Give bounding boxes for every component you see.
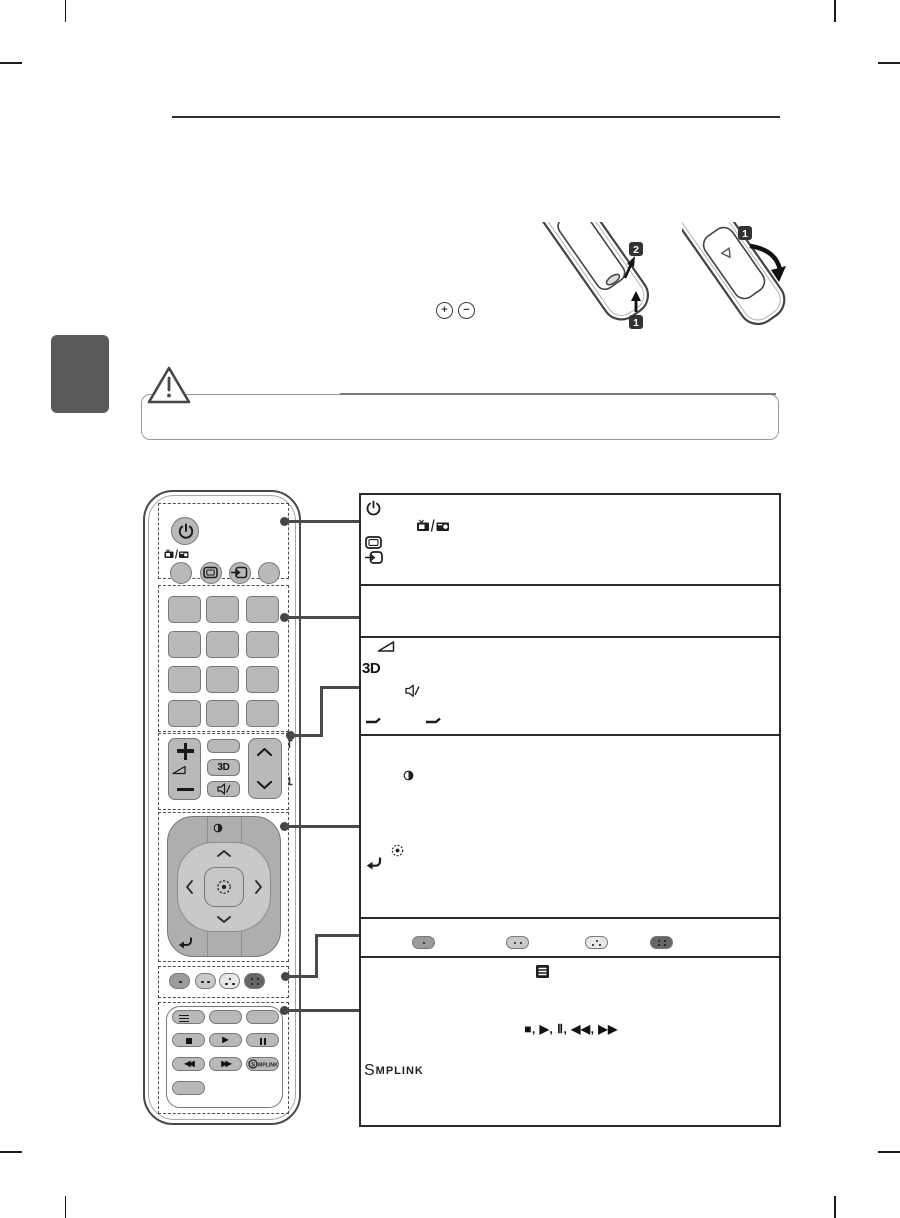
settings-button [172,1010,205,1024]
yellow-button [219,973,240,989]
play-button: ▶ [209,1033,242,1047]
digit-button-1 [168,596,201,623]
chapter-side-tab [51,335,109,413]
info-icon [403,770,414,781]
green-button-icon [506,936,529,949]
list-icon [535,964,550,979]
input-icon [365,551,383,564]
red-button [169,973,190,989]
crop-mark-top-left-h [0,62,22,64]
channel-rocker [248,738,282,799]
simplink-wordmark: MPLINK [375,1065,424,1077]
digit-button-0 [206,700,239,727]
exit-button [246,1010,279,1024]
menu-icon [179,1015,189,1024]
back-icon [178,936,193,949]
blue-button [244,973,265,989]
tv-rad-button [170,562,192,584]
digit-button-9 [246,666,279,693]
3d-button: 3D [207,759,240,776]
page-up-glyph [365,716,381,724]
ratio-icon [365,536,382,549]
digit-button-8 [206,666,239,693]
svg-text:S: S [250,1062,256,1069]
page-mark-top [288,739,294,749]
mute-icon [405,684,420,698]
step-1-label: 1 [742,228,748,240]
ok-icon [216,879,232,895]
callout-line-6 [285,1009,359,1012]
simplink-circle-s: S [364,1062,375,1079]
rewind-button: ◀◀ [172,1057,205,1071]
media-control-sequence: ■, ▶, Ⅱ, ◀◀, ▶▶ [524,1022,618,1036]
ad-button [172,1081,205,1095]
3d-icon: 3D [362,660,381,677]
volume-down-minus [177,788,194,792]
step-2-label: 2 [633,244,639,256]
info-icon [213,823,223,833]
volume-rocker [168,738,201,800]
nav-right-icon [254,879,263,895]
power-icon [172,518,200,546]
ok-button [204,867,244,907]
tv-rad-icon [416,519,450,532]
pause-button [246,1033,279,1047]
fast-forward-button: ▶▶ [209,1057,242,1071]
crop-mark-bottom-left-v [65,1196,67,1218]
yellow-button-icon [585,936,608,949]
warning-icon [146,364,192,406]
volume-icon [172,765,186,775]
digit-button-4 [168,631,201,658]
power-icon [365,500,382,517]
stop-icon [186,1038,192,1044]
caution-box [141,394,779,440]
guide-button [209,1010,242,1024]
callout-line-2 [285,616,359,619]
section-header-rule [172,116,780,118]
tv-rad-icon [164,549,189,559]
simplink-button [246,1057,279,1071]
crop-mark-top-right-h [878,62,900,64]
remote-control-illustration [143,488,301,1125]
digit-button-3 [246,596,279,623]
blue-button-icon [650,936,673,949]
step-1-label: 1 [633,317,639,329]
nav-left-icon [185,879,194,895]
crop-mark-top-left-v [65,0,67,22]
svg-text:MPLINK: MPLINK [258,1062,278,1069]
description-table [359,493,781,1127]
simplink-logo [364,1062,424,1080]
q-view-button [246,700,279,727]
callout-line-5 [315,934,359,937]
power-button [171,517,199,545]
volume-icon [377,640,395,653]
battery-figure-open-cover [528,222,680,337]
mute-icon [217,783,231,795]
green-button [195,973,216,989]
red-button-icon [412,936,435,949]
simplink-mini-logo [247,1058,280,1070]
page-down-glyph [425,716,441,724]
crop-mark-top-right-v [834,0,836,22]
nav-up-icon [216,849,232,858]
list-button [168,700,201,727]
battery-minus-icon: − [458,302,475,319]
energy-saving-button [258,562,280,584]
digit-button-6 [246,631,279,658]
ok-icon [391,844,404,857]
channel-up-icon [256,747,273,757]
fav-button [207,739,240,753]
mute-button [207,781,240,797]
ratio-icon [201,563,220,582]
crop-mark-bottom-left-h [0,1151,22,1153]
stop-button [172,1033,205,1047]
digit-button-2 [206,596,239,623]
input-button [229,562,251,584]
caution-box-title-rule [340,393,776,395]
callout-line-1 [285,520,359,523]
input-icon [230,563,249,582]
ratio-button [200,562,222,584]
nav-down-icon [216,915,232,924]
callout-line-3 [320,686,359,689]
digit-button-5 [206,631,239,658]
pause-icon [264,1038,266,1045]
channel-down-icon [256,780,273,790]
battery-plus-icon: + [436,302,453,319]
back-icon [366,856,382,870]
digit-button-7 [168,666,201,693]
page-mark-bottom [288,776,294,786]
crop-mark-bottom-right-h [878,1151,900,1153]
crop-mark-bottom-right-v [834,1196,836,1218]
battery-figure-slide-cover [682,222,812,332]
callout-line-4 [285,825,359,828]
